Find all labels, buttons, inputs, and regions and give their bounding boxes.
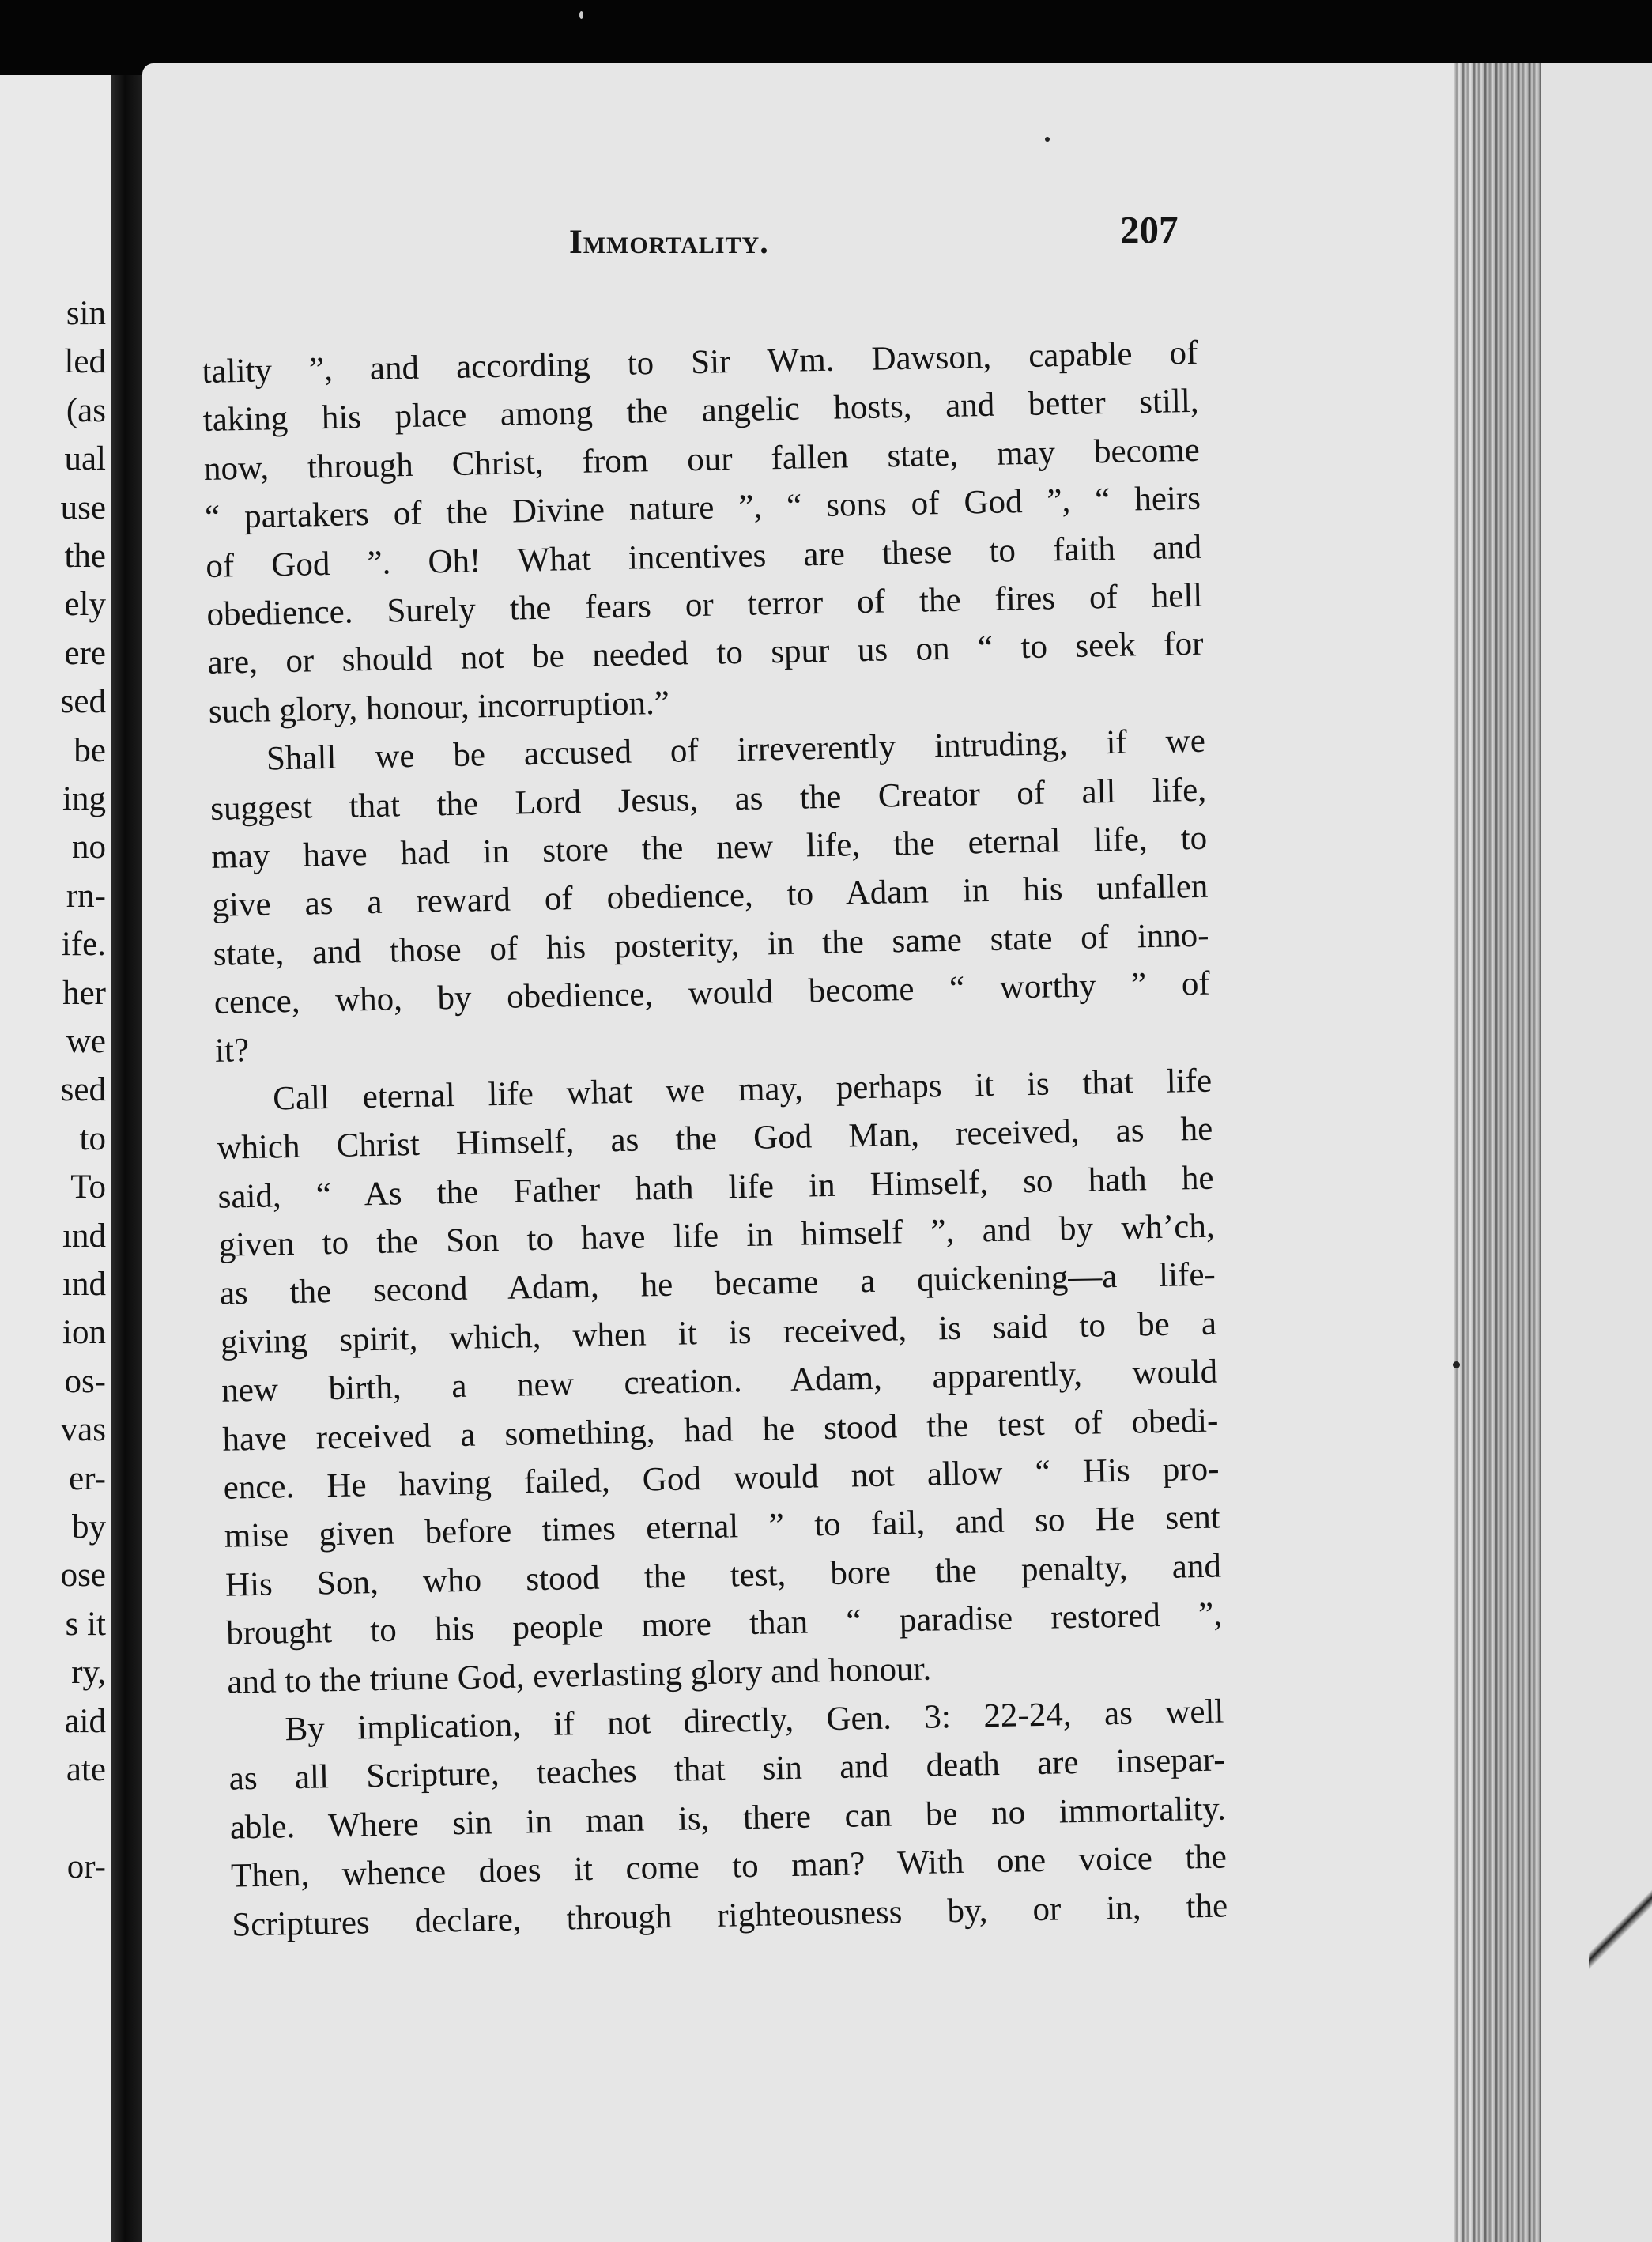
left-page-text-fragment: sin	[66, 295, 106, 332]
left-page-text-fragment: er-	[69, 1459, 106, 1497]
left-page-text-fragment: sed	[60, 683, 106, 721]
book-gutter	[111, 75, 142, 2242]
text-line: Shall we be accused of irreverently intruding, if we	[266, 722, 1206, 778]
text-line: Then, whence does it come to man? With one voice the	[230, 1838, 1228, 1895]
left-page-text-fragment: ose	[60, 1557, 106, 1595]
text-line: state, and those of his posterity, in the same state of inno-	[213, 916, 1209, 973]
left-page-text-fragment: vas	[60, 1411, 106, 1449]
text-line: such glory, honour, incorruption.”	[208, 684, 670, 730]
text-line: brought to his people more than “ paradise restored ”,	[225, 1595, 1223, 1652]
left-page-text-fragment: ual	[64, 440, 106, 478]
text-line: able. Where sin in man is, there can be no immortality.	[229, 1790, 1227, 1847]
text-line: which Christ Himself, as the God Man, received, as he	[216, 1110, 1213, 1168]
left-page-text-fragment: aid	[64, 1702, 106, 1740]
body-text	[202, 329, 1228, 1949]
left-page-text-fragment: ınd	[62, 1217, 106, 1255]
running-title: Immortality.	[569, 224, 769, 261]
left-page-text-fragment: ere	[64, 634, 106, 672]
text-line: have received a something, had he stood the test of obedi-	[222, 1402, 1219, 1459]
text-line: it?	[214, 1032, 250, 1070]
text-line: as the second Adam, he became a quickening—a life-	[219, 1256, 1216, 1313]
left-page-text-fragment: or-	[66, 1848, 106, 1885]
left-page-text-fragment: no	[72, 828, 106, 866]
left-page-text-fragment: ely	[64, 586, 106, 624]
left-page-text-fragment: To	[70, 1168, 106, 1206]
left-page-text-fragment: rn-	[66, 877, 106, 915]
left-page-text-fragment: the	[64, 538, 106, 575]
scan-speck	[1045, 137, 1050, 142]
text-line: as all Scripture, teaches that sin and death are insepar-	[228, 1741, 1225, 1798]
text-line: of God ”. Oh! What incentives are these to faith and	[205, 528, 1202, 585]
page-corner	[1589, 1882, 1652, 1976]
left-page-text-fragment: os-	[64, 1362, 106, 1400]
text-line: By implication, if not directly, Gen. 3: 22-24, as well	[285, 1693, 1224, 1749]
text-line: taking his place among the angelic hosts, and better still,	[202, 383, 1199, 440]
text-line: Scriptures declare, through righteousness by, or in, the	[231, 1886, 1228, 1944]
left-page-text-fragment: ınd	[62, 1266, 106, 1303]
left-page-text-fragment: ion	[62, 1314, 106, 1352]
text-line: give as a reward of obedience, to Adam in his unfallen	[212, 867, 1209, 925]
text-line: given to the Son to have life in himself ”, and by wh’ch,	[218, 1207, 1216, 1264]
left-page-text-fragment: we	[66, 1023, 106, 1060]
scan-speck	[1453, 1361, 1460, 1368]
left-page-text-fragment: be	[74, 731, 106, 769]
left-page-text-fragment: (as	[66, 391, 106, 429]
text-line: ence. He having failed, God would not allow “ His pro-	[223, 1450, 1220, 1507]
text-line: His Son, who stood the test, bore the penalty, and	[224, 1547, 1222, 1604]
text-line: are, or should not be needed to spur us on “ to seek for	[207, 625, 1204, 682]
text-line: now, through Christ, from our fallen state, may become	[203, 431, 1201, 488]
text-line: obedience. Surely the fears or terror of the fires of hell	[206, 576, 1203, 633]
left-page-text-fragment: to	[79, 1119, 106, 1157]
text-line: said, “ As the Father hath life in Himself, so hath he	[217, 1159, 1214, 1216]
right-margin-background	[1541, 63, 1652, 2242]
left-page-text-fragment: sed	[60, 1071, 106, 1109]
text-line: giving spirit, which, when it is received, is said to be a	[220, 1304, 1217, 1361]
page-number: 207	[1120, 208, 1179, 251]
text-line: mise given before times eternal ” to fail, and so He sent	[224, 1498, 1221, 1556]
left-page-edge	[0, 75, 111, 2242]
left-page-text-fragment: s it	[65, 1605, 106, 1643]
text-line: cence, who, by obedience, would become “ worthy ” of	[213, 964, 1211, 1021]
left-page-text-fragment: ry,	[71, 1654, 106, 1692]
text-line: suggest that the Lord Jesus, as the Creator of all life,	[209, 771, 1207, 828]
text-line: new birth, a new creation. Adam, apparently, would	[221, 1353, 1218, 1410]
scan-speck	[579, 11, 583, 19]
left-page-text-fragment: ing	[62, 780, 106, 817]
text-line: and to the triune God, everlasting glory and honour.	[226, 1650, 932, 1701]
left-page-text-fragment: use	[60, 489, 106, 527]
page-header	[419, 207, 1178, 270]
text-line: Call eternal life what we may, perhaps it is that life	[272, 1062, 1213, 1118]
left-page-text-fragment: her	[62, 974, 106, 1012]
page-edges	[1454, 63, 1541, 2242]
text-line: tality ”, and according to Sir Wm. Dawson, capable of	[202, 334, 1198, 391]
left-page-text-fragment: led	[64, 343, 106, 381]
text-line: “ partakers of the Divine nature ”, “ sons of God ”, “ heirs	[204, 479, 1201, 537]
left-page-text-fragment: ife.	[61, 926, 106, 964]
left-page-text-fragment: ate	[66, 1751, 106, 1788]
left-page-text-fragment: by	[72, 1508, 106, 1546]
text-line: may have had in store the new life, the eternal life, to	[210, 819, 1208, 876]
